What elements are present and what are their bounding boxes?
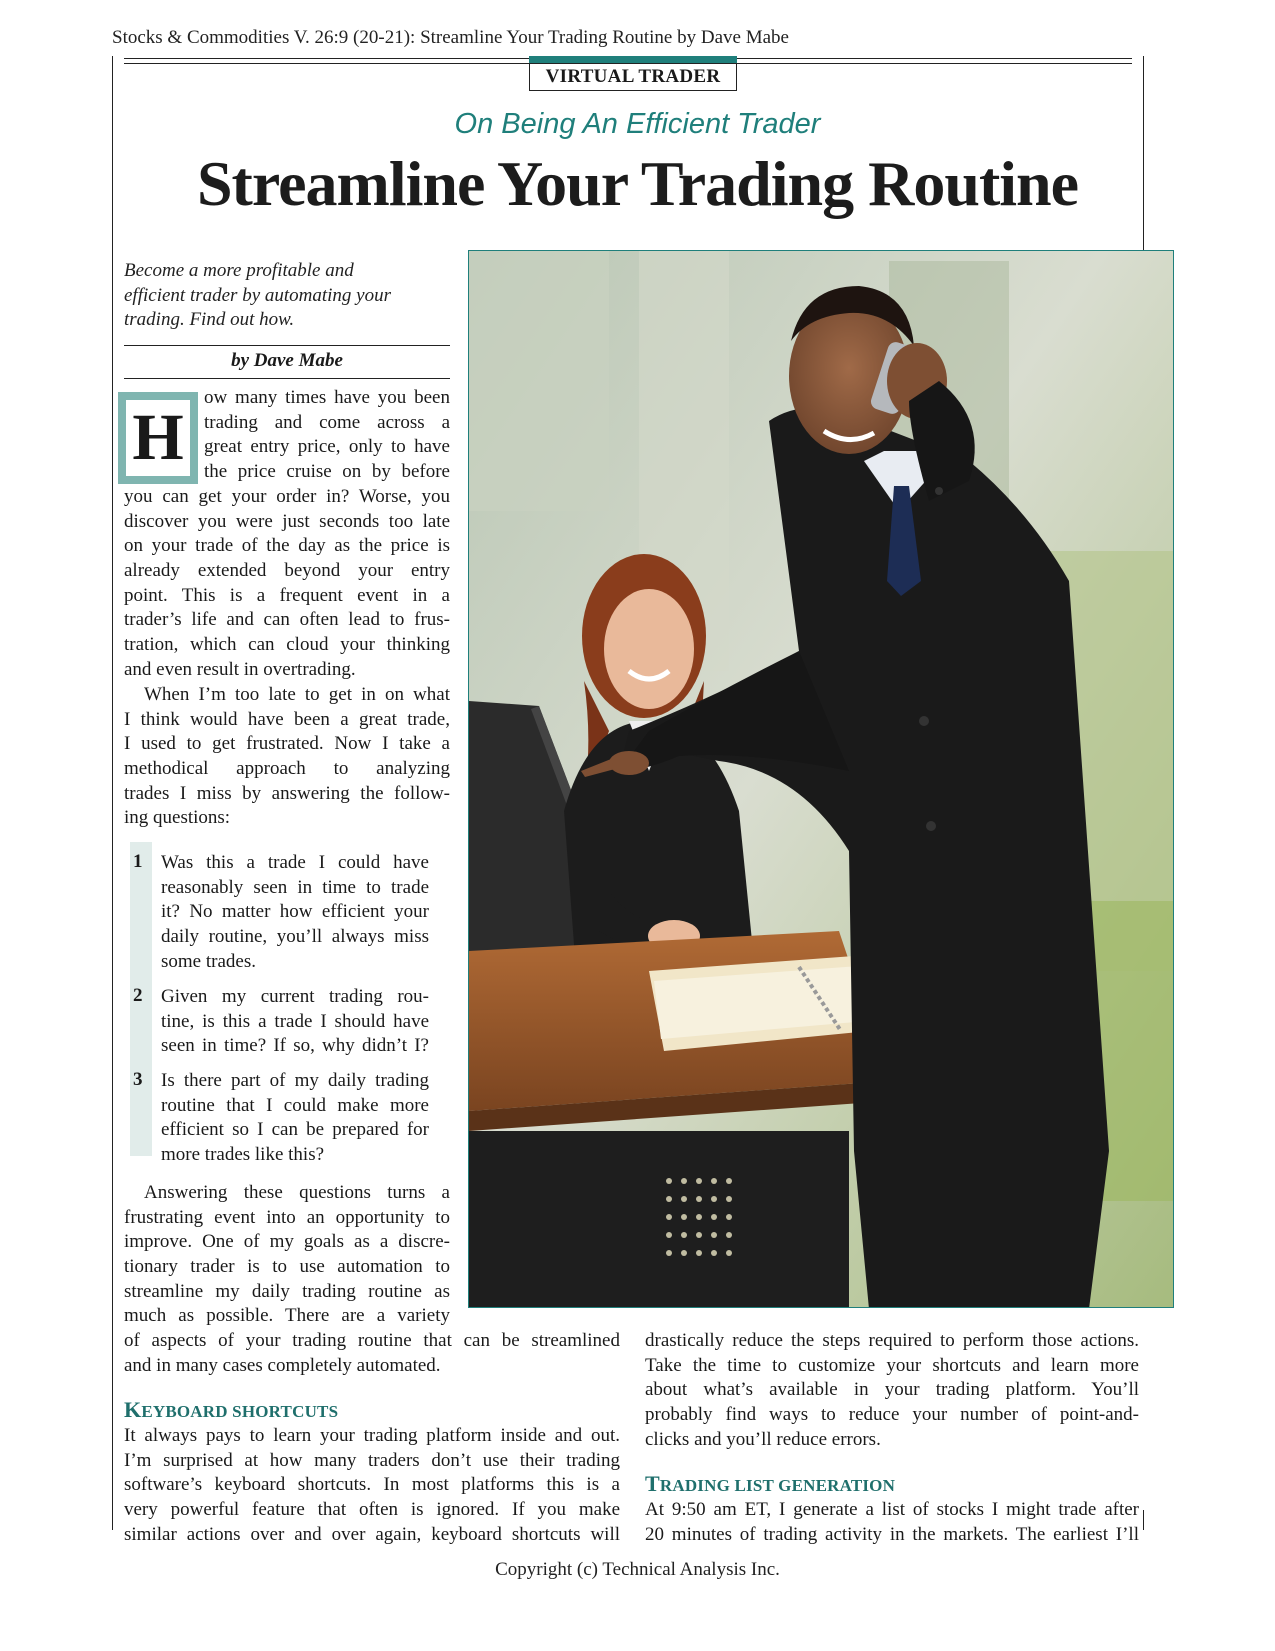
paragraph-2	[124, 683, 450, 831]
body-line: It always pays to learn your trading platform inside and out.	[124, 1425, 620, 1446]
question-line: seen in time? If so, why didn’t I?	[161, 1035, 429, 1057]
subhead-rest: RADING LIST GENERATION	[659, 1476, 896, 1495]
body-line: clicks and you’ll reduce errors.	[645, 1428, 881, 1450]
body-line: I used to get frustrated. Now I take a	[124, 733, 450, 755]
drop-cap-letter: H	[132, 401, 184, 474]
paragraph-1	[124, 485, 450, 683]
question-2	[161, 985, 429, 1059]
question-number: 2	[133, 985, 143, 1006]
question-line: some trades.	[161, 950, 256, 972]
subhead-trading-list-generation	[645, 1471, 895, 1497]
body-line: point. This is a frequent event in a	[124, 584, 450, 606]
subhead-initial: K	[124, 1397, 142, 1422]
body-line: I think would have been a great trade,	[124, 708, 450, 730]
question-line: more trades like this?	[161, 1144, 325, 1166]
body-line: ing questions:	[124, 807, 231, 829]
question-line: Given my current trading rou-	[161, 986, 429, 1007]
body-line: very powerful feature that often is ignored. If you make	[124, 1499, 620, 1521]
question-line: daily routine, you’ll always miss	[161, 926, 429, 948]
body-line: the price cruise on by before	[204, 461, 450, 483]
body-line: trader’s life and can often lead to frus-	[124, 609, 450, 631]
question-line: efficient so I can be prepared for	[161, 1119, 429, 1141]
body-line: improve. One of my goals as a discre-	[124, 1231, 450, 1253]
body-line: great entry price, only to have	[204, 436, 450, 458]
paragraph-3	[124, 1181, 450, 1329]
section-label: VIRTUAL TRADER	[529, 63, 737, 91]
body-line: Take the time to customize your shortcuts and learn more	[645, 1354, 1139, 1376]
question-line: Is there part of my daily trading	[161, 1070, 429, 1091]
body-line: you can get your order in? Worse, you	[124, 486, 450, 507]
body-line: about what’s available in your trading platform. You’ll	[645, 1379, 1139, 1401]
keyboard-shortcuts-text	[124, 1424, 620, 1547]
body-line: on your trade of the day as the price is	[124, 535, 450, 557]
body-line: probably find ways to reduce your number of point-and-	[645, 1404, 1139, 1426]
body-line: and in many cases completely automated.	[124, 1354, 441, 1376]
section-accent-bar	[529, 56, 737, 63]
question-line: Was this a trade I could have	[161, 852, 429, 873]
trading-list-text	[645, 1498, 1139, 1547]
question-line: reasonably seen in time to trade	[161, 876, 429, 898]
byline-rule-bottom	[124, 378, 450, 379]
subhead-initial: T	[645, 1471, 660, 1496]
question-line: tine, is this a trade I should have	[161, 1010, 429, 1032]
right-column-text	[645, 1329, 1139, 1452]
body-line: trading and come across a	[204, 411, 450, 433]
body-line: methodical approach to analyzing	[124, 758, 450, 780]
body-line: much as possible. There are a variety	[124, 1305, 450, 1327]
subhead-rest: EYBOARD SHORTCUTS	[141, 1402, 339, 1421]
right-column-rule-lower	[1143, 1510, 1144, 1530]
body-line: frustrating event into an opportunity to	[124, 1206, 450, 1228]
body-line: drastically reduce the steps required to perform those actions.	[645, 1330, 1139, 1351]
body-line: already extended beyond your entry	[124, 560, 450, 582]
body-line: Answering these questions turns a	[144, 1182, 450, 1203]
body-line: 20 minutes of trading activity in the markets. The earliest I’ll	[645, 1523, 1139, 1545]
body-line: trades I miss by answering the follow-	[124, 782, 450, 804]
question-line: routine that I could make more	[161, 1094, 429, 1116]
body-line: ow many times have you been	[204, 387, 450, 408]
drop-cap-frame	[118, 392, 198, 484]
question-3	[161, 1069, 429, 1168]
deck	[124, 258, 454, 332]
deck-line: Become a more profitable and	[124, 260, 354, 281]
headline: Streamline Your Trading Routine	[196, 148, 1079, 219]
subhead-keyboard-shortcuts	[124, 1397, 338, 1423]
deck-line: efficient trader by automating your	[124, 284, 392, 306]
question-number: 1	[133, 851, 143, 872]
running-head: Stocks & Commodities V. 26:9 (20-21): Streamline Your Trading Routine by Dave Mabe	[112, 27, 789, 48]
byline-rule-top	[124, 345, 450, 346]
body-line: software’s keyboard shortcuts. In most platforms this is a	[124, 1474, 620, 1496]
body-line: similar actions over and over again, keyboard shortcuts will	[124, 1523, 620, 1545]
body-line: streamline my daily trading routine as	[124, 1280, 450, 1302]
left-column-rule	[112, 56, 113, 1530]
article-photo	[468, 250, 1174, 1308]
office-photo-icon	[469, 251, 1174, 1308]
question-1	[161, 851, 429, 974]
kicker: On Being An Efficient Trader	[454, 108, 821, 140]
body-line: discover you were just seconds too late	[124, 510, 450, 532]
body-line: When I’m too late to get in on what	[144, 684, 450, 705]
byline: by Dave Mabe	[231, 350, 343, 371]
body-line: At 9:50 am ET, I generate a list of stocks I might trade after	[645, 1499, 1139, 1520]
body-line: and even result in overtrading.	[124, 658, 356, 680]
deck-line: trading. Find out how.	[124, 309, 295, 331]
body-line: tration, which can cloud your thinking	[124, 634, 450, 656]
copyright-footer: Copyright (c) Technical Analysis Inc.	[495, 1559, 780, 1580]
question-number: 3	[133, 1069, 143, 1090]
body-line: tionary trader is to use automation to	[124, 1256, 450, 1278]
question-line: it? No matter how efficient your	[161, 901, 429, 923]
body-line: I’m surprised at how many traders don’t use their trading	[124, 1449, 620, 1471]
drop-cap-box	[126, 400, 190, 476]
paragraph-3-wide	[124, 1329, 620, 1378]
body-line: of aspects of your trading routine that can be streamlined	[124, 1330, 620, 1351]
intro-lines	[204, 386, 450, 485]
